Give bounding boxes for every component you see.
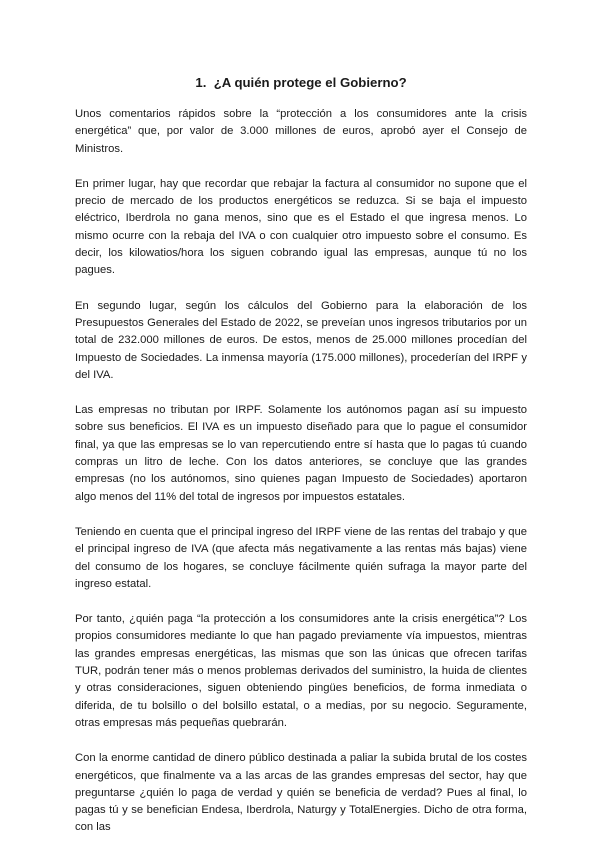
paragraph-1: Unos comentarios rápidos sobre la “protección a los consumidores ante la crisis energética” que, por valor de 3.000 millones de euros, aprobó ayer el Consejo de Ministros. (75, 108, 527, 155)
paragraph-7: Con la enorme cantidad de dinero público destinada a paliar la subida brutal de los costes energéticos, que finalmente va a las arcas de las grandes empresas del sector, hay que preguntarse ¿quién lo paga de verdad y quién se beneficia de verdad? Pues al final, lo pagas tú y se benefician Endesa, Iberdrola, Naturgy y TotalEnergies. Dicho de otra forma, con las (75, 752, 527, 834)
paragraph-4: Las empresas no tributan por IRPF. Solamente los autónomos pagan así su impuesto sobre sus beneficios. El IVA es un impuesto diseñado para que lo pague el consumidor final, ya que las empresas se lo van repercutiendo entre sí hasta que lo pagas tú cuando compras un litro de leche. Con los datos anteriores, se concluye que las grandes empresas (no los autónomos, sino quienes pagan Impuesto de Sociedades) aportaron algo menos del 11% del total de ingresos por impuestos estatales. (75, 404, 527, 503)
paragraph-3: En segundo lugar, según los cálculos del Gobierno para la elaboración de los Presupuestos Generales del Estado de 2022, se preveían unos ingresos tributarios por un total de 232.000 millones de euros. De estos, menos de 25.000 millones procedían del Impuesto de Sociedades. La inmensa mayoría (175.000 millones), procederían del IRPF y del IVA. (75, 299, 527, 381)
heading-text: ¿A quién protege el Gobierno? (213, 75, 407, 90)
page-title (75, 75, 527, 91)
paragraph-5: Teniendo en cuenta que el principal ingreso del IRPF viene de las rentas del trabajo y que el principal ingreso de IVA (que afecta más negativamente a las rentas más bajas) viene del consumo de los hogares, se concluye fácilmente quién sufraga la mayor parte del ingreso estatal. (75, 525, 527, 590)
document-body (75, 106, 527, 855)
paragraph-2: En primer lugar, hay que recordar que rebajar la factura al consumidor no supone que el precio de mercado de los productos energéticos se reduzca. Si se baja el impuesto eléctrico, Iberdrola no gana menos, sino que es el Estado el que ingresa menos. Lo mismo ocurre con la rebaja del IVA o con cualquier otro impuesto sobre el consumo. Es decir, los kilowatios/hora los siguen cobrando igual las empresas, aunque tú no los pagues. (75, 177, 527, 277)
heading-number: 1. (195, 75, 207, 90)
paragraph-6: Por tanto, ¿quién paga “la protección a los consumidores ante la crisis energética”? Los propios consumidores mediante lo que han pagado previamente vía impuestos, mientras las grandes empresas energéticas, las mismas que son las únicas que ofrecen tarifas TUR, podrán tener más o menos problemas derivados del suministro, la huida de clientes y otras consideraciones, siguen obteniendo pingües beneficios, de forma inmediata o diferida, de tu bolsillo o del bolsillo estatal, o a medias, por su negocio. Seguramente, otras empresas más pequeñas quebrarán. (75, 613, 527, 729)
